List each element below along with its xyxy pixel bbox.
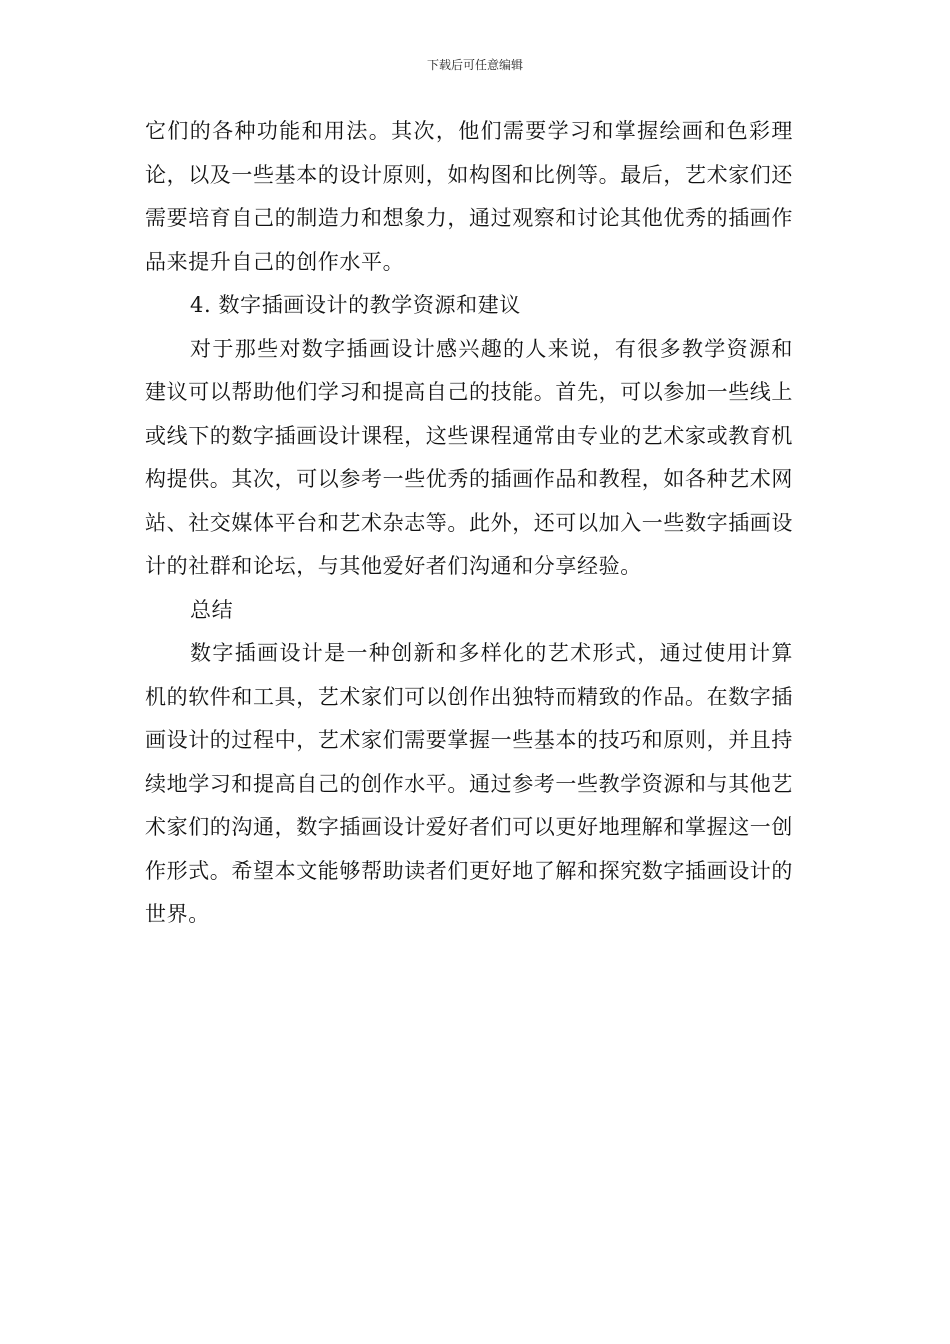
header-note: 下载后可任意编辑 xyxy=(426,58,523,72)
paragraph-summary: 数字插画设计是一种创新和多样化的艺术形式，通过使用计算机的软件和工具，艺术家们可以创作出独特而精致的作品。在数字插画设计的过程中，艺术家们需要掌握一些基本的技巧和原则，并且持续地学习和提高自己的创作水平。通过参考一些教学资源和与其他艺术家们的沟通，数字插画设计爱好者们可以更好地理解和掌握这一创作形式。希望本文能够帮助读者们更好地了解和探究数字插画设计的世界。 xyxy=(145,641,793,926)
paragraph-continued: 它们的各种功能和用法。其次，他们需要学习和掌握绘画和色彩理论，以及一些基本的设计原则，如构图和比例等。最后，艺术家们还需要培育自己的制造力和想象力，通过观察和讨论其他优秀的插画作品来提升自己的创作水平。 xyxy=(145,119,793,274)
document-body xyxy=(145,110,793,937)
section-heading-4: 4. 数字插画设计的教学资源和建议 xyxy=(190,293,521,317)
paragraph-resources: 对于那些对数字插画设计感兴趣的人来说，有很多教学资源和建议可以帮助他们学习和提高自己的技能。首先，可以参加一些线上或线下的数字插画设计课程，这些课程通常由专业的艺术家或教育机构提供。其次，可以参考一些优秀的插画作品和教程，如各种艺术网站、社交媒体平台和艺术杂志等。此外，还可以加入一些数字插画设计的社群和论坛，与其他爱好者们沟通和分享经验。 xyxy=(145,336,793,578)
section-heading-summary: 总结 xyxy=(190,597,234,622)
